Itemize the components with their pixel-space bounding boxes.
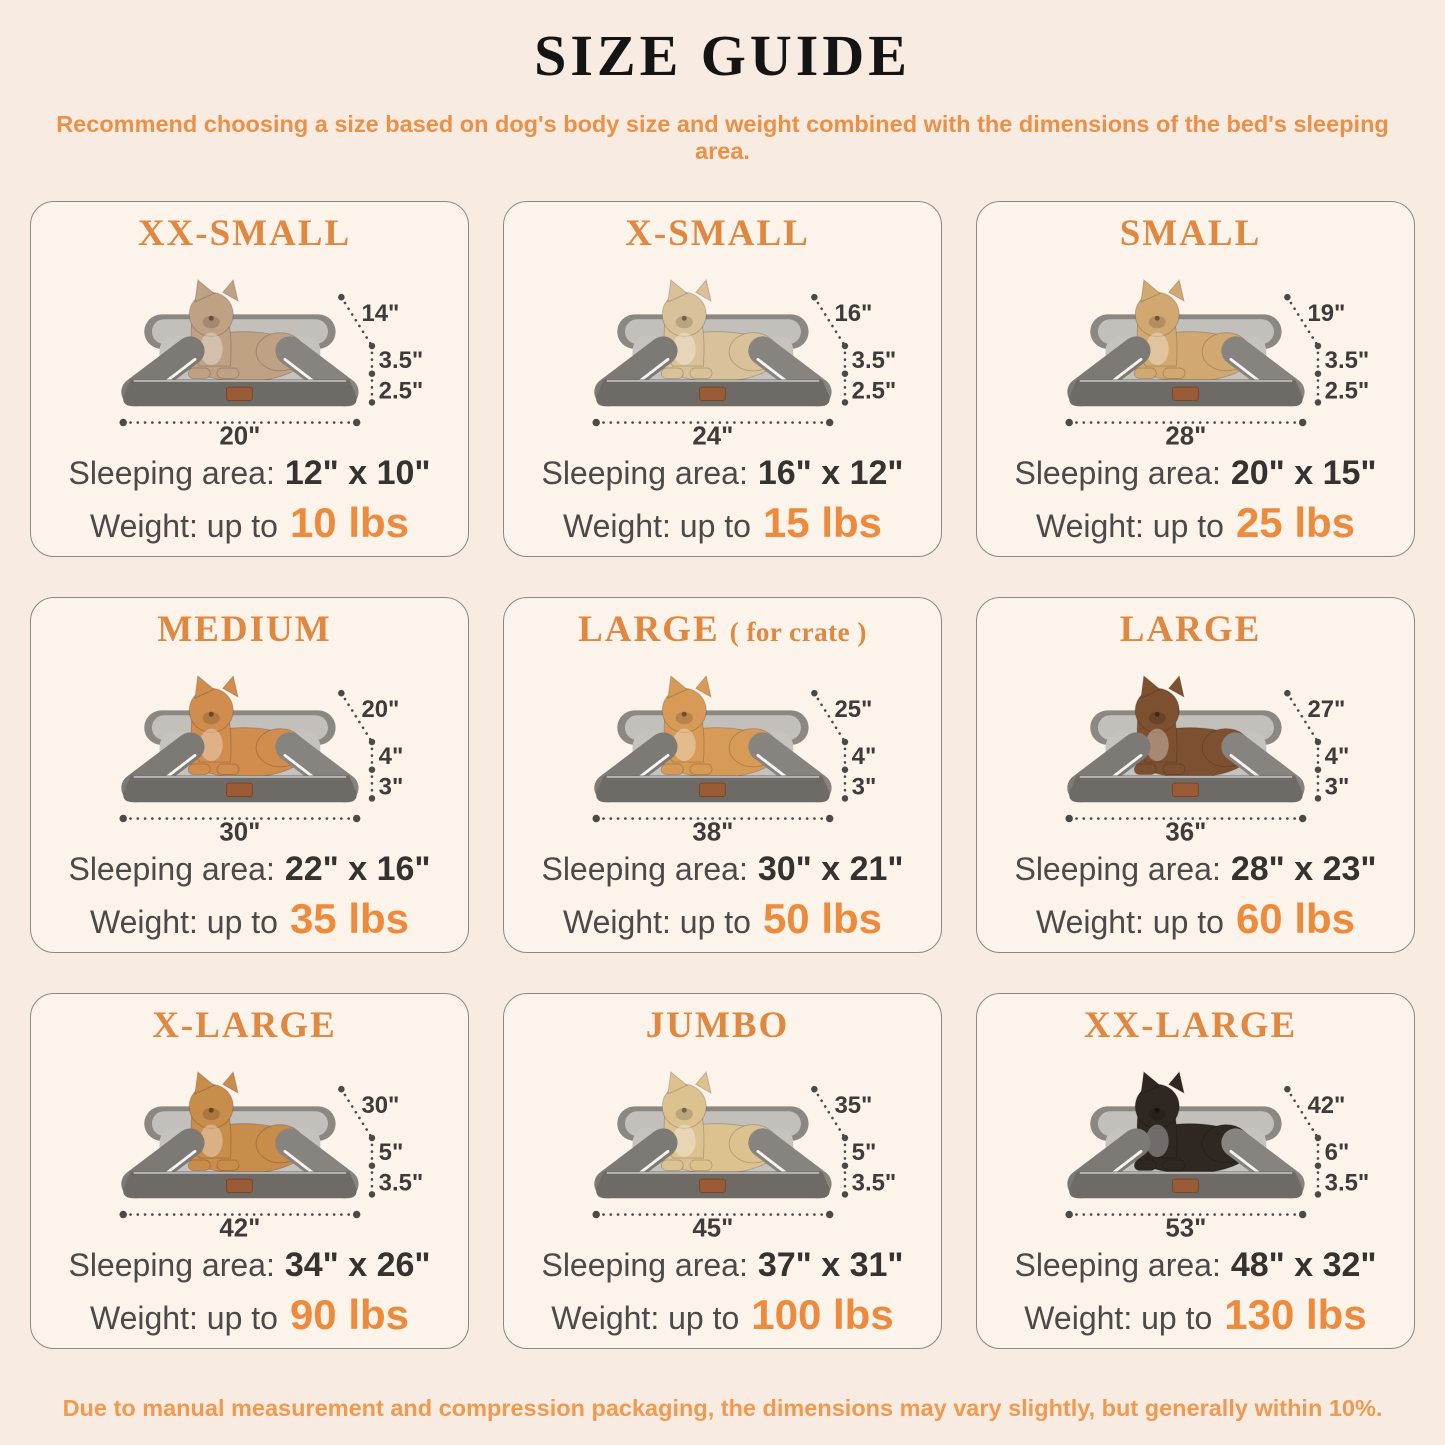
weight-line bbox=[985, 499, 1406, 547]
size-name bbox=[39, 610, 460, 651]
sleeping-area-value: 30" x 21" bbox=[757, 850, 904, 889]
bed-illustration bbox=[512, 653, 933, 844]
weight-label: Weight: up to bbox=[89, 1300, 278, 1337]
bed-illustration bbox=[985, 1049, 1406, 1240]
size-name-text: SMALL bbox=[1119, 213, 1262, 254]
width-label: 53" bbox=[1165, 1214, 1207, 1241]
width-label: 38" bbox=[692, 818, 734, 845]
size-name-text: X-SMALL bbox=[625, 213, 810, 254]
length-label: 14" bbox=[361, 299, 400, 327]
brand-tag bbox=[700, 1179, 726, 1192]
size-card bbox=[976, 201, 1415, 557]
sleeping-area-label: Sleeping area: bbox=[541, 851, 748, 888]
bed-illustration bbox=[39, 1049, 460, 1240]
weight-value: 90 lbs bbox=[289, 1291, 410, 1339]
brand-tag bbox=[1173, 783, 1199, 796]
size-cards-grid bbox=[30, 201, 1415, 1349]
length-label: 42" bbox=[1307, 1091, 1346, 1119]
size-name bbox=[512, 1006, 933, 1047]
sleeping-area-value: 37" x 31" bbox=[757, 1246, 904, 1285]
bed-illustration bbox=[985, 653, 1406, 844]
sleeping-area-label: Sleeping area: bbox=[68, 455, 275, 492]
bed-base bbox=[123, 775, 357, 802]
base-height-label: 2.5" bbox=[378, 377, 424, 405]
weight-line bbox=[512, 895, 933, 943]
bolster-height-label: 5" bbox=[851, 1138, 877, 1166]
size-card bbox=[30, 597, 469, 953]
size-card bbox=[30, 201, 469, 557]
bed-base bbox=[1069, 775, 1303, 802]
sleeping-area-line bbox=[39, 850, 460, 889]
weight-line bbox=[39, 499, 460, 547]
recommendation-note: Recommend choosing a size based on dog's body size and weight combined with the dimensions of the bed's sleeping area. bbox=[56, 111, 1389, 164]
weight-label: Weight: up to bbox=[1024, 1300, 1213, 1337]
weight-line bbox=[985, 895, 1406, 943]
sleeping-area-value: 12" x 10" bbox=[284, 454, 431, 493]
sleeping-area-line bbox=[985, 454, 1406, 493]
sleeping-area-value: 20" x 15" bbox=[1230, 454, 1377, 493]
weight-label: Weight: up to bbox=[1035, 904, 1224, 941]
size-name bbox=[985, 1006, 1406, 1047]
sleeping-area-line bbox=[985, 850, 1406, 889]
brand-tag bbox=[227, 783, 253, 796]
weight-value: 60 lbs bbox=[1235, 895, 1356, 943]
bed-illustration bbox=[985, 257, 1406, 448]
brand-tag bbox=[700, 387, 726, 400]
base-height-label: 3.5" bbox=[1324, 1169, 1370, 1197]
width-label: 42" bbox=[219, 1214, 261, 1241]
sleeping-area-label: Sleeping area: bbox=[68, 851, 275, 888]
size-name bbox=[512, 610, 933, 651]
bolster-height-label: 3.5" bbox=[851, 346, 897, 374]
sleeping-area-value: 22" x 16" bbox=[284, 850, 431, 889]
size-card bbox=[503, 201, 942, 557]
size-name-note: ( for crate ) bbox=[729, 617, 867, 647]
length-label: 35" bbox=[834, 1091, 873, 1119]
sleeping-area-label: Sleeping area: bbox=[1014, 455, 1221, 492]
length-label: 27" bbox=[1307, 695, 1346, 723]
bolster-height-label: 4" bbox=[851, 742, 877, 770]
width-label: 20" bbox=[219, 422, 261, 449]
size-card bbox=[976, 993, 1415, 1349]
base-height-label: 3" bbox=[851, 773, 877, 801]
bed-base bbox=[596, 1171, 830, 1198]
weight-line bbox=[512, 1291, 933, 1339]
weight-label: Weight: up to bbox=[562, 904, 751, 941]
size-card bbox=[503, 597, 942, 953]
sleeping-area-value: 34" x 26" bbox=[284, 1246, 431, 1285]
length-label: 30" bbox=[361, 1091, 400, 1119]
base-height-label: 3.5" bbox=[851, 1169, 897, 1197]
weight-value: 25 lbs bbox=[1235, 499, 1356, 547]
sleeping-area-label: Sleeping area: bbox=[541, 455, 748, 492]
sleeping-area-label: Sleeping area: bbox=[68, 1247, 275, 1284]
bolster-height-label: 4" bbox=[378, 742, 404, 770]
weight-line bbox=[985, 1291, 1406, 1339]
weight-value: 130 lbs bbox=[1224, 1291, 1367, 1339]
width-label: 45" bbox=[692, 1214, 734, 1241]
length-label: 16" bbox=[834, 299, 873, 327]
weight-value: 15 lbs bbox=[762, 499, 883, 547]
base-height-label: 3" bbox=[378, 773, 404, 801]
bed-illustration bbox=[512, 257, 933, 448]
bed-base bbox=[1069, 1171, 1303, 1198]
bolster-height-label: 6" bbox=[1324, 1138, 1350, 1166]
brand-tag bbox=[1173, 387, 1199, 400]
sleeping-area-value: 48" x 32" bbox=[1230, 1246, 1377, 1285]
size-name-text: LARGE bbox=[578, 609, 720, 650]
length-label: 19" bbox=[1307, 299, 1346, 327]
bolster-height-label: 5" bbox=[378, 1138, 404, 1166]
sleeping-area-value: 28" x 23" bbox=[1230, 850, 1377, 889]
base-height-label: 3.5" bbox=[378, 1169, 424, 1197]
size-name-text: X-LARGE bbox=[152, 1005, 337, 1046]
weight-value: 10 lbs bbox=[289, 499, 410, 547]
brand-tag bbox=[1173, 1179, 1199, 1192]
size-name-text: LARGE bbox=[1119, 609, 1262, 650]
weight-label: Weight: up to bbox=[89, 508, 278, 545]
size-card bbox=[30, 993, 469, 1349]
brand-tag bbox=[700, 783, 726, 796]
size-name bbox=[985, 214, 1406, 255]
size-name-text: XX-LARGE bbox=[1083, 1005, 1298, 1046]
size-name-text: XX-SMALL bbox=[137, 213, 352, 254]
brand-tag bbox=[227, 387, 253, 400]
weight-value: 35 lbs bbox=[289, 895, 410, 943]
size-name bbox=[39, 1006, 460, 1047]
weight-line bbox=[39, 1291, 460, 1339]
weight-value: 100 lbs bbox=[751, 1291, 894, 1339]
bolster-height-label: 3.5" bbox=[378, 346, 424, 374]
weight-line bbox=[512, 499, 933, 547]
width-label: 28" bbox=[1165, 422, 1207, 449]
bed-base bbox=[596, 775, 830, 802]
bolster-height-label: 4" bbox=[1324, 742, 1350, 770]
sleeping-area-line bbox=[512, 454, 933, 493]
weight-label: Weight: up to bbox=[1035, 508, 1224, 545]
width-label: 24" bbox=[692, 422, 734, 449]
weight-label: Weight: up to bbox=[551, 1300, 740, 1337]
bed-illustration bbox=[512, 1049, 933, 1240]
bed-base bbox=[123, 1171, 357, 1198]
bed-base bbox=[1069, 379, 1303, 406]
weight-value: 50 lbs bbox=[762, 895, 883, 943]
length-label: 20" bbox=[361, 695, 400, 723]
brand-tag bbox=[227, 1179, 253, 1192]
bolster-height-label: 3.5" bbox=[1324, 346, 1370, 374]
sleeping-area-value: 16" x 12" bbox=[757, 454, 904, 493]
bed-illustration bbox=[39, 257, 460, 448]
sleeping-area-line bbox=[512, 1246, 933, 1285]
length-label: 25" bbox=[834, 695, 873, 723]
page-title: SIZE GUIDE bbox=[534, 23, 911, 88]
width-label: 30" bbox=[219, 818, 261, 845]
base-height-label: 3" bbox=[1324, 773, 1350, 801]
bed-base bbox=[596, 379, 830, 406]
bed-illustration bbox=[39, 653, 460, 844]
size-name bbox=[512, 214, 933, 255]
sleeping-area-label: Sleeping area: bbox=[1014, 1247, 1221, 1284]
base-height-label: 2.5" bbox=[851, 377, 897, 405]
bed-base bbox=[123, 379, 357, 406]
sleeping-area-line bbox=[39, 1246, 460, 1285]
sleeping-area-line bbox=[985, 1246, 1406, 1285]
sleeping-area-label: Sleeping area: bbox=[1014, 851, 1221, 888]
width-label: 36" bbox=[1165, 818, 1207, 845]
measurement-disclaimer: Due to manual measurement and compression packaging, the dimensions may vary slightly, but generally within 10%. bbox=[62, 1395, 1383, 1421]
size-name-text: JUMBO bbox=[645, 1005, 790, 1046]
base-height-label: 2.5" bbox=[1324, 377, 1370, 405]
weight-label: Weight: up to bbox=[562, 508, 751, 545]
sleeping-area-label: Sleeping area: bbox=[541, 1247, 748, 1284]
size-card bbox=[976, 597, 1415, 953]
size-name bbox=[39, 214, 460, 255]
size-card bbox=[503, 993, 942, 1349]
weight-label: Weight: up to bbox=[89, 904, 278, 941]
sleeping-area-line bbox=[39, 454, 460, 493]
weight-line bbox=[39, 895, 460, 943]
sleeping-area-line bbox=[512, 850, 933, 889]
size-name bbox=[985, 610, 1406, 651]
size-name-text: MEDIUM bbox=[157, 609, 332, 650]
